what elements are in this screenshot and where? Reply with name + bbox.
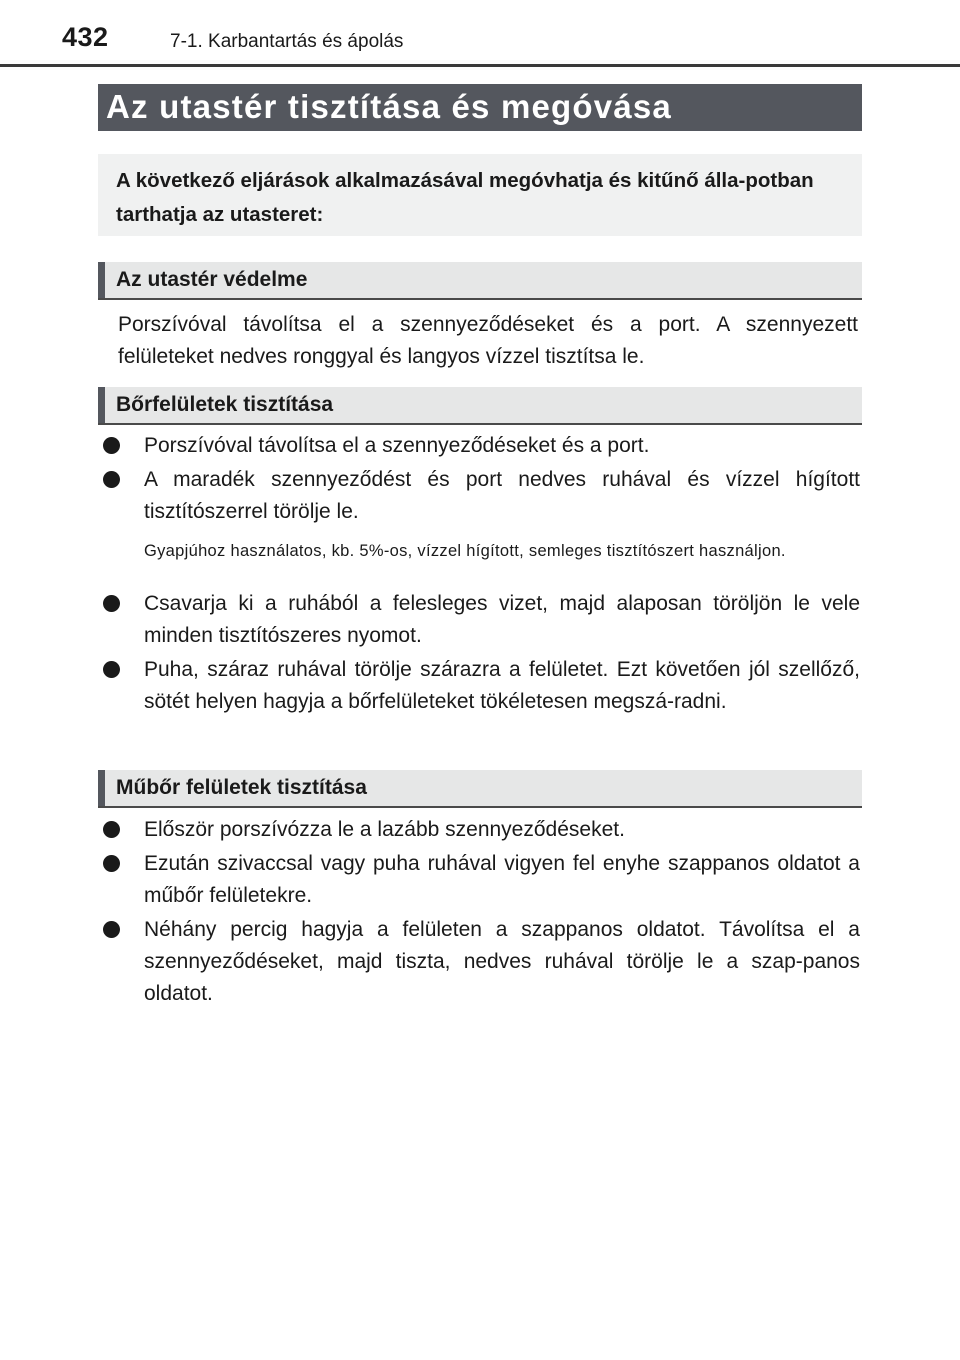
list-item: Puha, száraz ruhával törölje szárazra a felületet. Ezt követően jól szellőző, sötét helyen hagyja a bőrfelületeket tökéletesen megszá-radni. — [100, 654, 860, 718]
list-item: Porszívóval távolítsa el a szennyeződéseket és a port. — [100, 430, 860, 462]
bullet-icon — [103, 661, 120, 678]
page-number: 432 — [62, 22, 109, 52]
bullet-icon — [103, 471, 120, 488]
section-heading-protection — [98, 262, 862, 300]
bullet-icon — [103, 855, 120, 872]
intro-box — [98, 154, 862, 236]
list-item: Először porszívózza le a lazább szennyeződéseket. — [100, 814, 860, 846]
chapter-title: 7-1. Karbantartás és ápolás — [170, 31, 404, 52]
section-heading-label: Bőrfelületek tisztítása — [116, 393, 334, 416]
page-title-bar — [98, 84, 862, 131]
section-heading-label: Műbőr felületek tisztítása — [116, 776, 367, 799]
section-heading-label: Az utastér védelme — [116, 268, 308, 291]
note-text: Gyapjúhoz használatos, kb. 5%-os, vízzel hígított, semleges tisztítószert használjon. — [144, 542, 786, 560]
intro-text: A következő eljárások alkalmazásával megóvhatja és kitűnő álla-potban tarthatja az utasteret: — [116, 169, 814, 226]
bullet-icon — [103, 821, 120, 838]
list-item: Ezután szivaccsal vagy puha ruhával vigyen fel enyhe szappanos oldatot a műbőr felületekre. — [100, 848, 860, 912]
section-heading-leather — [98, 387, 862, 425]
bullet-icon — [103, 921, 120, 938]
bullet-icon — [103, 595, 120, 612]
page-header — [0, 0, 960, 70]
bullet-icon — [103, 437, 120, 454]
page-title: Az utastér tisztítása és megóvása — [106, 88, 672, 125]
list-item: Csavarja ki a ruhából a felesleges vizet, majd alaposan töröljön le vele minden tisztítószeres nyomot. — [100, 588, 860, 652]
leather-bullet-list-b — [100, 588, 860, 720]
list-item: A maradék szennyeződést és port nedves ruhával és vízzel hígított tisztítószerrel törölje le. — [100, 464, 860, 528]
section-heading-synthetic-leather — [98, 770, 862, 808]
synthetic-leather-bullet-list — [100, 814, 860, 1012]
section-paragraph: Porszívóval távolítsa el a szennyeződéseket és a port. A szennyezett felületeket nedves ronggyal és langyos vízzel tisztítsa le. — [118, 313, 858, 368]
header-divider — [0, 64, 960, 67]
leather-bullet-list-a — [100, 430, 860, 530]
list-item: Néhány percig hagyja a felületen a szappanos oldatot. Távolítsa el a szennyeződéseket, majd tiszta, nedves ruhával törölje le a szap-panos oldatot. — [100, 914, 860, 1010]
